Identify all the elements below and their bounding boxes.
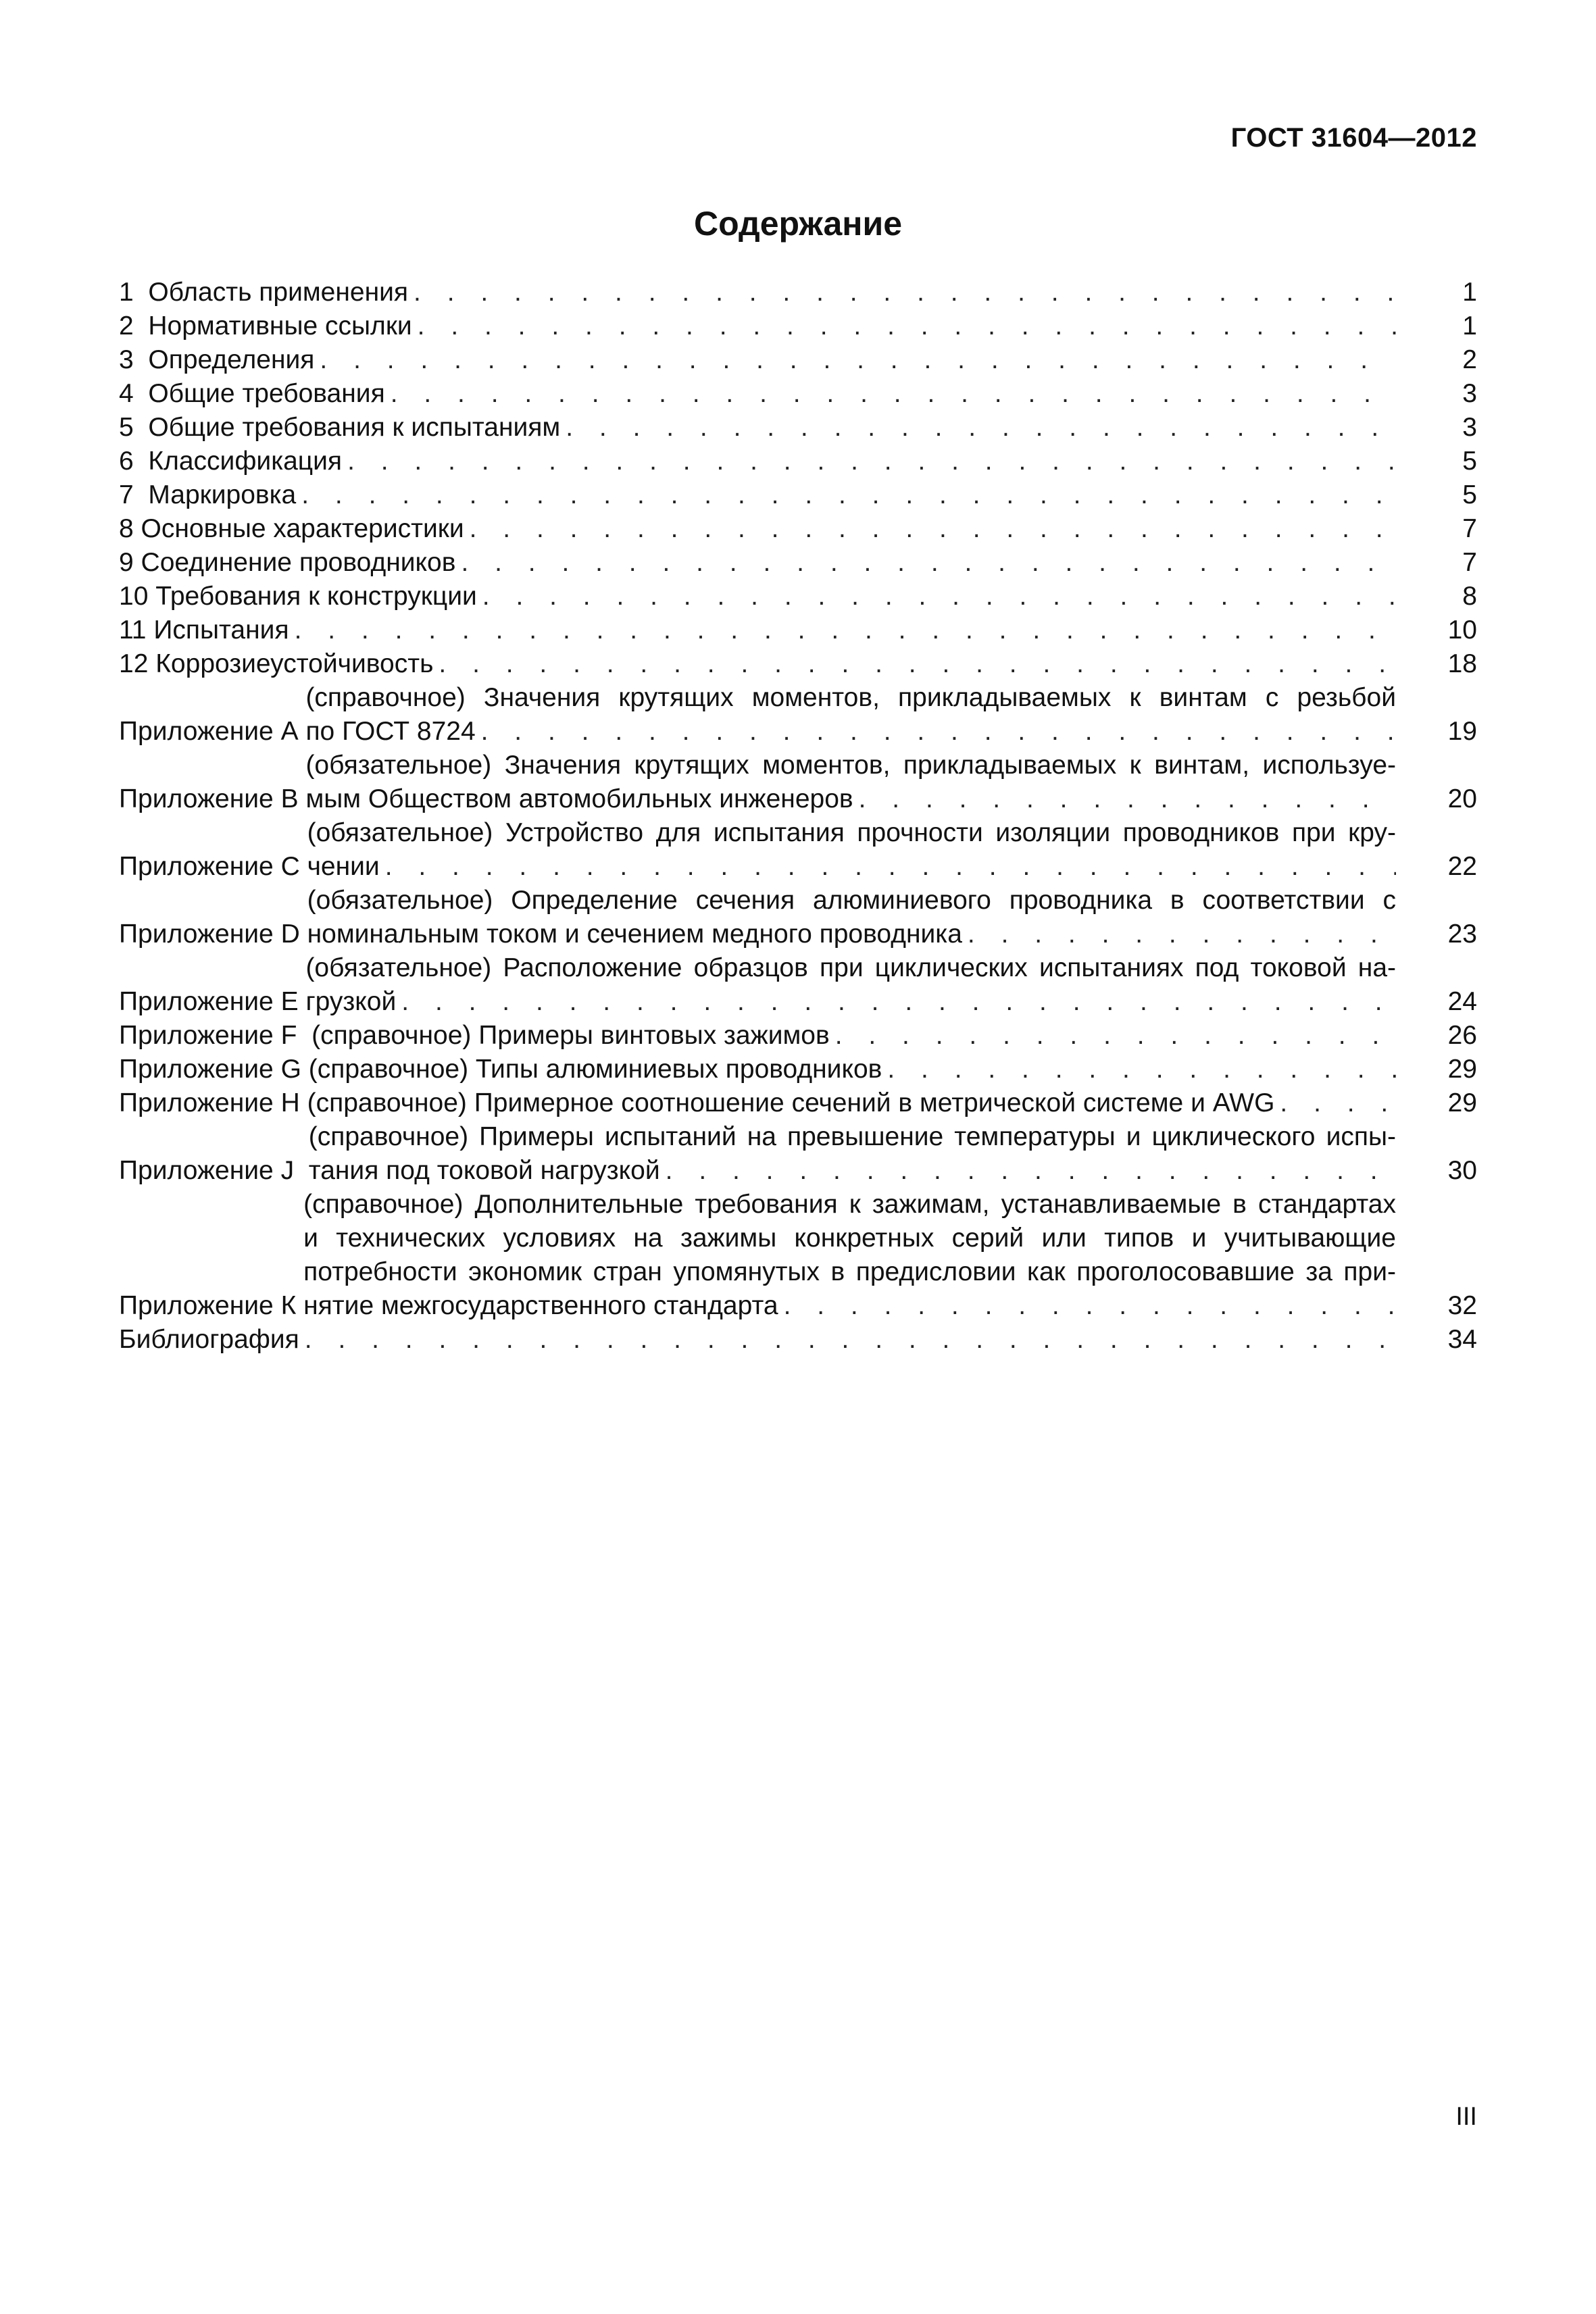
toc-entry[interactable] [119,647,1477,681]
toc-entry-number: 11 [119,615,154,645]
toc-entry-number: Приложение Е [119,987,306,1016]
dot-leader [859,782,1396,816]
toc-entry[interactable] [119,1019,1477,1053]
toc-title: Содержание [693,205,903,243]
toc-entry-page: 7 [1462,514,1477,543]
toc-entry[interactable] [119,681,1477,749]
toc-entry-page: 19 [1447,717,1477,746]
dot-leader [414,276,1396,309]
toc-entry-text: нятие межгосударственного стандарта [303,1291,778,1320]
dot-leader [835,1019,1396,1053]
dot-leader [566,411,1396,445]
toc-entry-page: 30 [1447,1156,1477,1185]
toc-entry-text: (справочное) Примеры испытаний на превышение температуры и циклического испы- [308,1122,1396,1151]
toc-entry-text: Классификация [148,447,343,476]
toc-entry-number: 12 [119,649,156,678]
toc-entry[interactable] [119,478,1477,512]
toc-entry[interactable] [119,613,1477,647]
toc-entry-text: (обязательное) Устройство для испытания прочности изоляции проводников при кру- [307,818,1396,847]
toc-entry-number: 5 [119,413,149,442]
toc-entry-text: (справочное) Примерное соотношение сечений в метрической системе и AWG [307,1088,1275,1117]
toc-entry[interactable] [119,1323,1477,1357]
dot-leader [385,850,1396,884]
toc-entry-number: 2 [119,311,149,341]
toc-entry[interactable] [119,546,1477,580]
dot-leader [320,343,1396,377]
toc-entry-page: 1 [1462,278,1477,307]
dot-leader [301,478,1396,512]
toc-entry-number: Приложение Н [119,1088,307,1117]
toc-entry-page: 3 [1462,379,1477,408]
toc-entry-text: номинальным током и сечением медного проводника [307,920,962,949]
toc-entry-number: 9 [119,548,141,577]
toc-entry-text: Общие требования [148,379,385,408]
toc-entry-number: Приложение F [119,1021,312,1050]
toc-entry-page: 5 [1462,447,1477,476]
toc-entry[interactable] [119,580,1477,613]
toc-entry[interactable] [119,276,1477,309]
toc-entry-text: (справочное) Значения крутящих моментов, прикладываемых к винтам с резьбой [305,683,1396,712]
toc-entry[interactable] [119,951,1477,1019]
toc-entry[interactable] [119,411,1477,445]
toc-entry-text: по ГОСТ 8724 [305,717,476,746]
toc-entry-number: 8 [119,514,141,543]
toc-entry-page: 26 [1447,1021,1477,1050]
toc-entry-text: (справочное) Дополнительные требования к зажимам, устанавливаемые в стандартах [303,1190,1396,1219]
toc-entry-page: 5 [1462,480,1477,509]
toc-entry-page: 10 [1447,615,1477,645]
dot-leader [347,445,1396,478]
toc-entry-page: 8 [1462,582,1477,611]
dot-leader [482,580,1396,613]
toc-entry[interactable] [119,749,1477,816]
dot-leader [418,309,1396,343]
toc-entry-number: Приложение В [119,784,306,813]
toc-entry-page: 3 [1462,413,1477,442]
dot-leader [461,546,1396,580]
toc-entry[interactable] [119,512,1477,546]
toc-entry-page: 29 [1447,1055,1477,1084]
table-of-contents [119,276,1477,1357]
dot-leader [401,985,1396,1019]
toc-entry-text: Область применения [148,278,409,307]
toc-entry-page: 32 [1447,1291,1477,1320]
toc-entry-page: 18 [1447,649,1477,678]
dot-leader [470,512,1396,546]
toc-entry[interactable] [119,1086,1477,1120]
toc-entry-text: потребности экономик стран упомянутых в предисловии как проголосовавшие за при- [303,1257,1396,1286]
toc-entry[interactable] [119,884,1477,951]
toc-entry-page: 34 [1447,1325,1477,1354]
toc-entry-number: Приложение К [119,1291,304,1320]
toc-entry-page: 23 [1447,920,1477,949]
toc-entry[interactable] [119,1188,1477,1323]
toc-entry-number: Приложение D [119,920,307,949]
toc-entry-text: Определения [148,345,315,374]
toc-entry-text: (справочное) Типы алюминиевых проводников [308,1055,882,1084]
toc-entry-text: Требования к конструкции [155,582,477,611]
document-code: ГОСТ 31604—2012 [1230,123,1477,153]
dot-leader [439,647,1396,681]
toc-entry[interactable] [119,343,1477,377]
toc-entry-page: 20 [1447,784,1477,813]
toc-entry-number: 1 [119,278,149,307]
toc-entry[interactable] [119,1053,1477,1086]
toc-entry[interactable] [119,377,1477,411]
toc-entry-text: Нормативные ссылки [148,311,412,341]
toc-entry-page: 7 [1462,548,1477,577]
toc-entry-text: (обязательное) Расположение образцов при циклических испытаниях под токовой на- [305,953,1396,982]
toc-entry-number: Приложение J [119,1156,309,1185]
toc-entry-text: мым Обществом автомобильных инженеров [305,784,853,813]
toc-entry[interactable] [119,445,1477,478]
toc-entry-page: 2 [1462,345,1477,374]
toc-entry[interactable] [119,816,1477,884]
dot-leader [887,1053,1396,1086]
toc-entry[interactable] [119,309,1477,343]
toc-entry-text: (справочное) Примеры винтовых зажимов [311,1021,830,1050]
toc-entry-number: Приложение С [119,852,307,881]
dot-leader [968,917,1396,951]
toc-entry-text: грузкой [305,987,397,1016]
toc-entry-text: Маркировка [148,480,297,509]
toc-entry-text: Соединение проводников [141,548,456,577]
toc-entry-number: 6 [119,447,149,476]
toc-entry-text: чении [307,852,380,881]
toc-entry-number: 4 [119,379,149,408]
toc-entry-text: Общие требования к испытаниям [148,413,561,442]
toc-entry-number: Приложение А [119,717,306,746]
toc-entry-text: и технических условиях на зажимы конкретных серий или типов и учитывающие [303,1224,1396,1253]
toc-entry-page: 24 [1447,987,1477,1016]
toc-entry-text: Основные характеристики [141,514,464,543]
page-number: III [1455,2103,1477,2131]
toc-entry-number: 10 [119,582,156,611]
toc-entry-page: 22 [1447,852,1477,881]
dot-leader [295,613,1396,647]
dot-leader [784,1289,1396,1323]
toc-entry-text: (обязательное) Значения крутящих моментов, прикладываемых к винтам, используе- [305,751,1396,780]
toc-entry-text: (обязательное) Определение сечения алюминиевого проводника в соответствии с [307,886,1396,915]
toc-entry[interactable] [119,1120,1477,1188]
toc-entry-number: 3 [119,345,149,374]
dot-leader [666,1154,1396,1188]
toc-entry-text: Коррозиеустойчивость [155,649,434,678]
toc-entry-page: 29 [1447,1088,1477,1117]
toc-entry-number: Приложение G [119,1055,309,1084]
toc-entry-page: 1 [1462,311,1477,341]
dot-leader [391,377,1396,411]
dot-leader [1280,1086,1396,1120]
toc-entry-number: 7 [119,480,149,509]
toc-entry-text: тания под токовой нагрузкой [308,1156,660,1185]
toc-entry-text: Библиография [119,1325,299,1354]
dot-leader [305,1323,1396,1357]
dot-leader [481,715,1396,749]
toc-entry-text: Испытания [153,615,289,645]
